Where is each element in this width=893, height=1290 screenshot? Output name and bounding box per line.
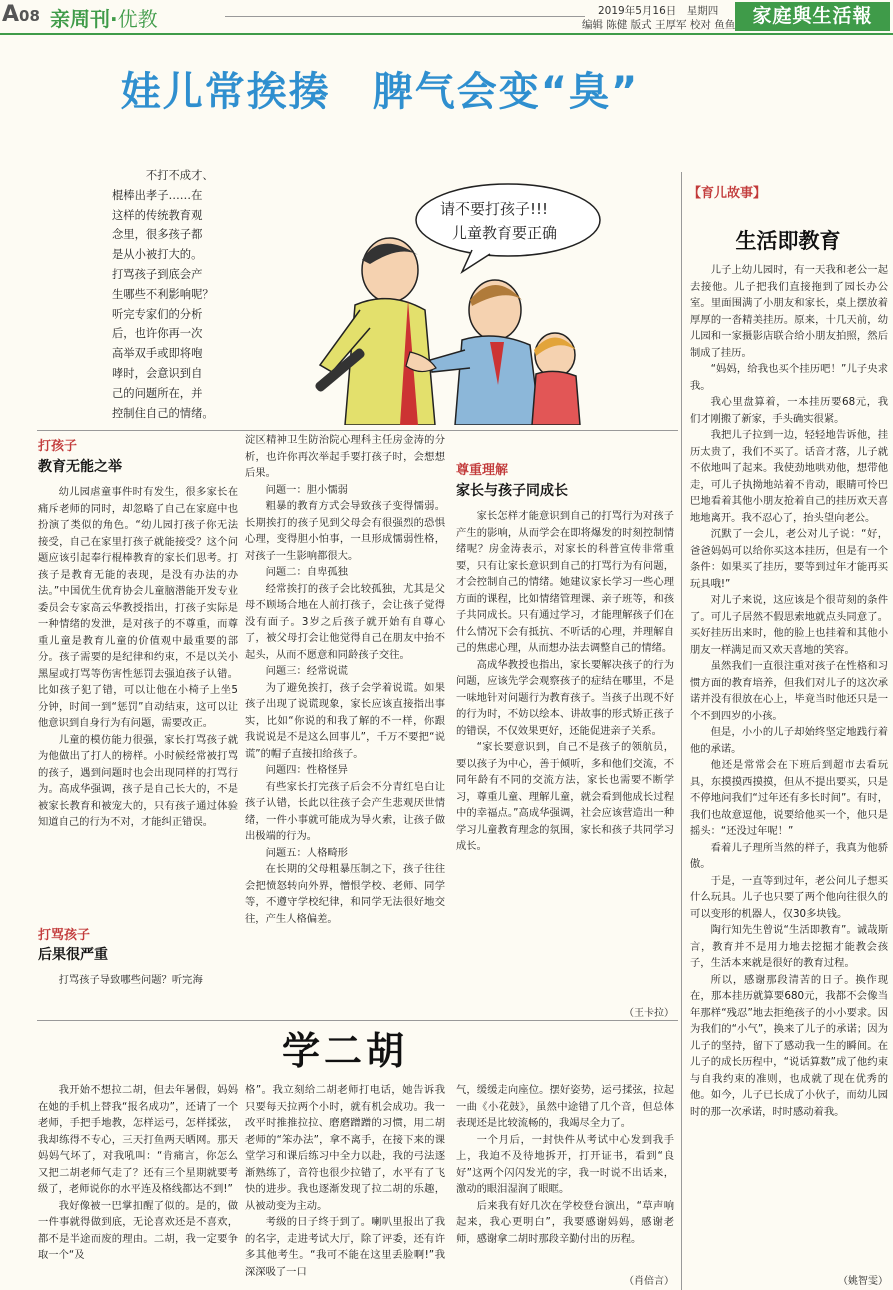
col3-title: 家长与孩子同成长 — [456, 483, 568, 499]
right-paragraph: 他还是常常会在下班后到超市去看玩具，东摸摸西摸摸，但从不提出要买，只是不停地问我们“过年还有多长时间”。有时，我们也故意逗他，说要给他买一个，他只是摇头：“还没过年呢！” — [690, 759, 888, 837]
col1-paragraph: 幼儿园虐童事件时有发生，很多家长在痛斥老师的同时，却忽略了自己在家庭中也扮演了类似的角色。“幼儿园打孩子你无法接受，自己在家里打孩子就能接受？这个问题应该引起奉行棍棒教育的家长们思考。打孩子是教育无能的表现，是没有办法的办法。”中国优生优育协会儿童脑潜能开发专业委员会专家高云华教授指出，打孩子实际是一种情绪的发泄，是对孩子的不尊重，而尊重儿童是教育儿童的价值观中最重要的部分。孩子需要的是纪律和约束，不是以关小黑屋或打骂等伤害性惩罚去强迫孩子认错。比如孩子犯了错，可以让他在小椅子上坐5分钟，时间一到“惩罚”自动结束，这可以让他意识到自身行为有问题，需要改正。 — [38, 486, 238, 729]
right-paragraph: “妈妈，给我也买个挂历吧！”儿子央求我。 — [690, 363, 888, 392]
col2-paragraph: 粗暴的教育方式会导致孩子变得懦弱。长期挨打的孩子见到父母会有很强烈的恐惧心理，变得胆小怕事，一旦形成懦弱性格，对孩子一生影响都很大。 — [245, 500, 445, 562]
col1-title-2: 后果很严重 — [38, 947, 108, 963]
page-number: A08 — [2, 2, 40, 27]
section-name: 亲周刊·优教 — [50, 7, 158, 31]
right-paragraph: 我把儿子拉到一边，轻轻地告诉他，挂历太贵了，我们不买了。话音才落，儿子就不依地叫了起来。我使劲地哄劝他，想带他走，可儿子执拗地站着不肯动，眼睛可怜巴巴地看着其他小朋友抢着自己的挂历欢天喜地地离开。我不忍心了，抬头望向老公。 — [690, 429, 888, 524]
bottom-paragraph: 后来我有好几次在学校登台演出，“草声响起来，我心更明白”，我要感谢妈妈，感谢老师，感谢拿二胡时那段辛勤付出的历程。 — [456, 1199, 674, 1245]
col2-paragraph: 为了避免挨打，孩子会学着说谎。如果孩子出现了说谎现象，家长应该直接指出事实，比如“你说的和我了解的不一样，你跟我说说是不是这么回事儿”，千万不要把“说谎”的帽子直接扣给孩子。 — [245, 681, 445, 760]
bottom-paragraph: 考级的日子终于到了。喇叭里报出了我的名字，走进考试大厅，除了评委，还有许多其他考生。“我可不能在这里丢脸啊!”我深深吸了一口 — [245, 1216, 445, 1278]
col1-body-2 — [38, 972, 238, 989]
col2-paragraph: 在长期的父母粗暴压制之下，孩子往往会把愤怒转向外界，憎恨学校、老师、同学等，不遵守学校纪律，和同学无法很好地交往，产生人格偏差。 — [245, 863, 445, 925]
right-paragraph: 陶行知先生曾说“生活即教育”。诚哉斯言，教育并不是用力地去挖掘才能教会孩子，生活本来就是很好的教育过程。 — [690, 924, 888, 969]
bottom-col2 — [245, 1082, 445, 1280]
bottom-story-title: 学二胡 — [281, 1029, 408, 1073]
bottom-paragraph: 我好像被一巴掌扣醒了似的。是的，做一件事就得做到底，无论喜欢还是不喜欢，都不是半途而废的理由。二胡，我一定要争取一个“及 — [38, 1199, 238, 1261]
col2-paragraph: 经常挨打的孩子会比较孤独，尤其是父母不顾场合地在人前打孩子，会让孩子觉得没有面子。3岁之后孩子就开始有自尊心了，被父母打会让他觉得自己在朋友中抬不起头，从而不愿意和同龄孩子交往。 — [245, 582, 445, 661]
main-headline: 娃儿常挨揍 脾气会变“臭” — [120, 69, 640, 115]
speech-bubble — [416, 184, 600, 256]
col2-problem-heading: 问题二：自卑孤独 — [265, 566, 348, 578]
paper-logo-text: 家庭與生活報 — [752, 5, 873, 27]
col3-paragraph: “家长要意识到，自己不是孩子的领航员，要以孩子为中心，善于倾听，多和他们交流，不同年龄有不同的交流方法，家长也需要不断学习，尊重儿童、理解儿童，就会看到他成长过程中的幸福点。”高成华强调，社会应该营造出一种学习儿童教育理念的氛围，家长和孩子共同学习成长。 — [456, 741, 674, 852]
right-paragraph: 于是，一直等到过年，老公问儿子想买什么玩具。儿子也只要了两个他向往很久的可以变形的机器人，仅30多块钱。 — [690, 874, 888, 920]
col1-kicker-text: 打孩子 — [38, 439, 78, 454]
right-story-tag: 【育儿故事】 — [688, 186, 767, 201]
col1-title: 教育无能之举 — [38, 459, 122, 475]
angry-parent — [314, 238, 435, 425]
bottom-paragraph: 气，缓缓走向座位。摆好姿势，运弓揉弦，拉起一曲《小花鼓》，虽然中途错了几个音，但总体表现还是比较流畅的，我竭尽全力了。 — [456, 1084, 674, 1129]
col1-paragraph: 儿童的模仿能力很强，家长打骂孩子就为他做出了打人的榜样。小时候经常被打骂的孩子，遇到问题时也会出现同样的打骂行为。高成华强调，孩子是自己长大的，不是被家长教育和被宠大的，只有孩子通过体验知道自己的行为不对，才能纠正错误。 — [38, 733, 238, 828]
col3-credit: （王卡拉） — [624, 1008, 674, 1019]
col2-body — [245, 432, 445, 927]
right-paragraph: 虽然我们一直很注重对孩子在性格和习惯方面的教育培养，但我们对儿子的这次承诺并没有很放在心上，毕竟当时他还只是一个不到四岁的小孩。 — [690, 660, 888, 722]
col2-problem-heading: 问题三：经常说谎 — [265, 665, 348, 677]
cartoon-illustration — [240, 160, 660, 425]
masthead-rule — [225, 16, 585, 17]
editor-line: 编辑 陈健 版式 王厚军 校对 鱼鱼 — [582, 19, 736, 31]
col2-problem-heading: 问题一：胆小懦弱 — [265, 483, 348, 496]
crying-child — [532, 333, 580, 425]
col3-paragraph: 高成华教授也指出，家长要解决孩子的行为问题，应该先学会观察孩子的症结在哪里，不是一味地针对问题行为教育孩子。当孩子出现不好的行为时，不妨以绘本、讲故事的形式矫正孩子的错误，不仅效果更好，还能促进亲子关系。 — [456, 658, 674, 737]
intro-text: 不打不成才、 棍棒出孝子……在 这样的传统教育观 念里，很多孩子都 是从小被打大的。 打骂孩子到底会产 生哪些不利影响呢？ 听完专家们的分析 后，也许你再一次 高举双手或即将咆 哮时，会意识到自 己的问题所在，并 控制住自己的情绪。 — [112, 169, 214, 420]
right-paragraph: 我心里盘算着，一本挂历要68元，我们才刚搬了新家，手头确实很紧。 — [690, 396, 888, 425]
bottom-paragraph: 一个月后，一封快件从考试中心发到我手上，我迫不及待地拆开，打开证书，看到“良好”这两个闪闪发光的字，我一时说不出话来，激动的眼泪湿润了眼眶。 — [456, 1133, 674, 1195]
right-paragraph: 但是，小小的儿子却始终坚定地践行着他的承诺。 — [690, 726, 888, 755]
col2-paragraph: 有些家长打完孩子后会不分青红皂白让孩子认错，长此以往孩子会产生悲观厌世情绪，一件小事就可能成为导火索，让孩子做出极端的行为。 — [245, 780, 445, 842]
section-rule — [37, 430, 678, 431]
right-paragraph: 沉默了一会儿，老公对儿子说：“好，爸爸妈妈可以给你买这本挂历，但是有一个条件：如果买了挂历，要等到过年才能再买玩具哦!” — [690, 528, 888, 590]
col1-body — [38, 484, 238, 831]
bottom-col3 — [456, 1082, 674, 1247]
paper-logo — [735, 2, 890, 31]
right-column-divider — [681, 172, 682, 1290]
right-paragraph: 所以，感谢那段清苦的日子。换作现在，那本挂历就算要680元，我都不会像当年那样“残忍”地去拒绝孩子的小小要求。因为我们的“小气”，换来了儿子的承诺；因为儿子的坚持，留下了感动我一生的瞬间。在儿子的成长历程中，“说话算数”成了他约束与自我约束的准则，也成就了现在优秀的他。如今，儿子已长成了小伙子，而幼儿园时的那一次承诺，时时感动着我。 — [690, 973, 888, 1118]
bottom-credit: （肖倍言） — [624, 1276, 674, 1287]
bottom-paragraph: 格”。我立刻给二胡老师打电话，她告诉我只要每天拉两个小时，就有机会成功。我一改平时推推拉拉、磨磨蹭蹭的习惯，用二胡老师的“笨办法”，拿不离手，在接下来的课堂学习和课后练习中全力以赴，我的弓法逐渐熟练了，音符也很少拉错了，水平有了飞快的进步。我也逐渐发现了拉二胡的乐趣，从被动变为主动。 — [245, 1084, 445, 1212]
right-paragraph: 儿子上幼儿园时，有一天我和老公一起去接他。儿子把我们直接拖到了园长办公室。里面围满了小朋友和家长，桌上摆放着厚厚的一沓精美挂历。原来，十几天前，幼儿园和一家摄影店联合给小朋友拍照，然后制成了挂历。 — [690, 264, 888, 359]
right-paragraph: 看着儿子理所当然的样子，我真为他骄傲。 — [690, 841, 888, 870]
date-line: 2019年5月16日 星期四 — [598, 5, 719, 17]
col3-paragraph: 家长怎样才能意识到自己的打骂行为对孩子产生的影响，从而学会在即将爆发的时刻控制情绪呢？房金涛表示，对家长的科普宣传非常重要，只有让家长意识到自己的打骂行为有问题，才会控制自己的情绪。她建议家长学习一些心理方面的课程，比如情绪管理课、亲子班等，和孩子共同成长。只有通过学习，才能理解孩子们在什么情况下会有抵抗、不听话的心理，并理解自己的焦虑心理，从而想办法去调整自己的情绪。 — [456, 510, 674, 654]
col1-paragraph: 打骂孩子导致哪些问题？听完海 — [58, 974, 203, 986]
bubble-line-1: 请不要打孩子!!! — [440, 200, 549, 218]
col3-body — [456, 508, 674, 855]
right-story-credit: （姚智雯） — [838, 1276, 888, 1287]
right-story-body — [690, 262, 888, 1120]
col2-problem-heading: 问题四：性格怪异 — [265, 764, 348, 776]
bubble-line-2: 儿童教育要正确 — [452, 224, 558, 242]
masthead — [0, 0, 893, 32]
col1-kicker-2: 打骂孩子 — [38, 928, 91, 943]
bottom-col1 — [38, 1082, 238, 1264]
col2-problem-heading: 问题五：人格畸形 — [265, 846, 348, 859]
right-paragraph: 对儿子来说，这应该是个很苛刻的条件了。可儿子居然不假思索地就点头同意了。买好挂历出来时，他的脸上也挂着和其他小朋友一样满足而又欢天喜地的笑容。 — [690, 594, 888, 656]
masthead-bottom-rule — [0, 33, 893, 35]
right-story-title: 生活即教育 — [735, 229, 841, 253]
bottom-paragraph: 我开始不想拉二胡，但去年暑假，妈妈在她的手机上替我“报名成功”，还请了一个老师，手把手地教，怎样运弓，怎样揉弦，我却练得不专心，三天打鱼两天晒网。那天妈妈气坏了，对我吼叫：“肯痛言，你怎么又把二胡老师气走了？还有三个星期就要考级了，老师说你的水平连及格线都达不到!” — [38, 1084, 238, 1195]
col3-kicker: 尊重理解 — [456, 463, 509, 478]
col2-paragraph: 淀区精神卫生防治院心理科主任房金涛的分析，也许你再次举起手要打孩子时，会想想后果。 — [245, 434, 445, 479]
